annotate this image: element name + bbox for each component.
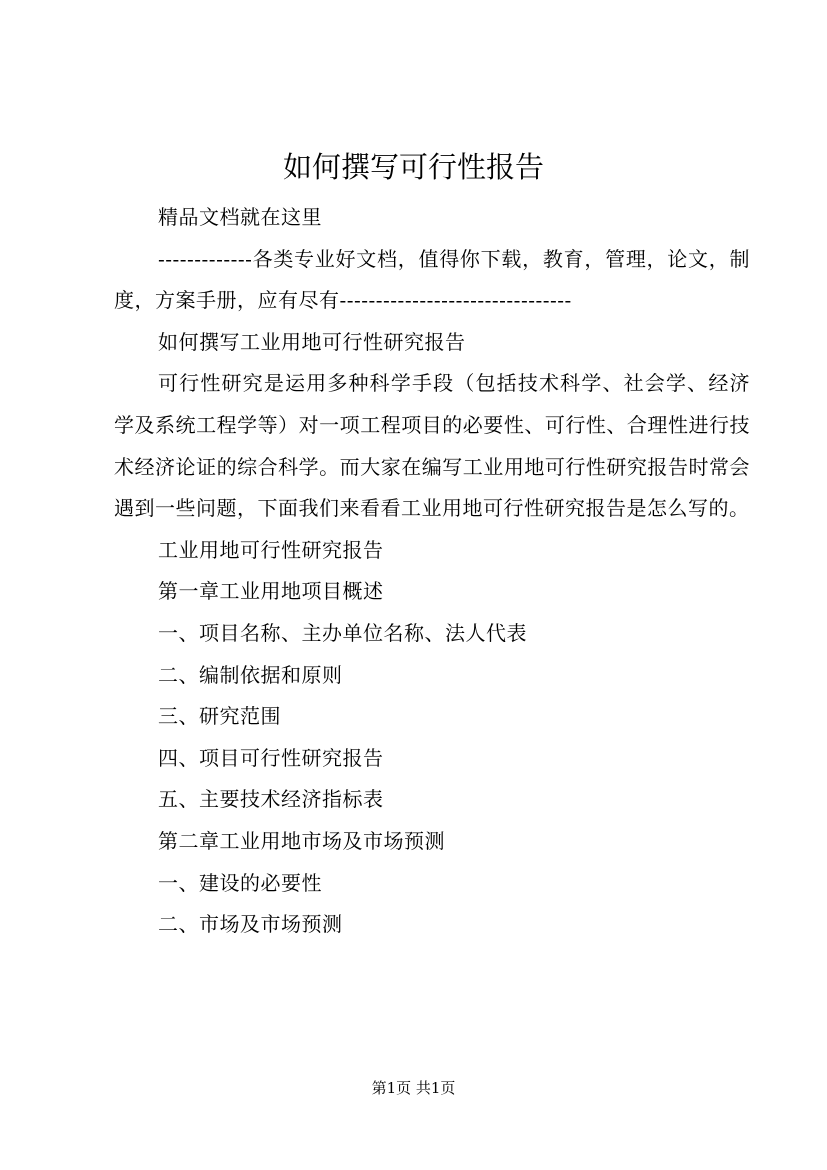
page-number-footer: 第1页 共1页 — [371, 1079, 456, 1097]
paragraph: 一、项目名称、主办单位名称、法人代表 — [158, 620, 527, 645]
paragraph: 二、市场及市场预测 — [158, 912, 343, 937]
paragraph: 工业用地可行性研究报告 — [158, 537, 384, 562]
paragraph: -------------各类专业好文档，值得你下载，教育，管理，论文，制度，方案手册，应有尽有-------------------------------- — [114, 246, 750, 313]
paragraph: 精品文档就在这里 — [158, 205, 322, 229]
document-body — [114, 197, 750, 946]
paragraph: 第二章工业用地市场及市场预测 — [158, 828, 445, 853]
paragraph: 二、编制依据和原则 — [158, 662, 343, 687]
paragraph: 五、主要技术经济指标表 — [158, 787, 384, 812]
paragraph: 如何撰写工业用地可行性研究报告 — [158, 329, 466, 354]
paragraph: 一、建设的必要性 — [158, 870, 322, 895]
paragraph: 第一章工业用地项目概述 — [158, 579, 384, 604]
paragraph: 三、研究范围 — [158, 704, 281, 729]
paragraph: 可行性研究是运用多种科学手段（包括技术科学、社会学、经济学及系统工程学等）对一项工程项目的必要性、可行性、合理性进行技术经济论证的综合科学。而大家在编写工业用地可行性研究报告时常会遇到一些问题，下面我们来看看工业用地可行性研究报告是怎么写的。 — [114, 371, 750, 521]
document-title: 如何撰写可行性报告 — [282, 150, 544, 184]
paragraph: 四、项目可行性研究报告 — [158, 745, 384, 770]
